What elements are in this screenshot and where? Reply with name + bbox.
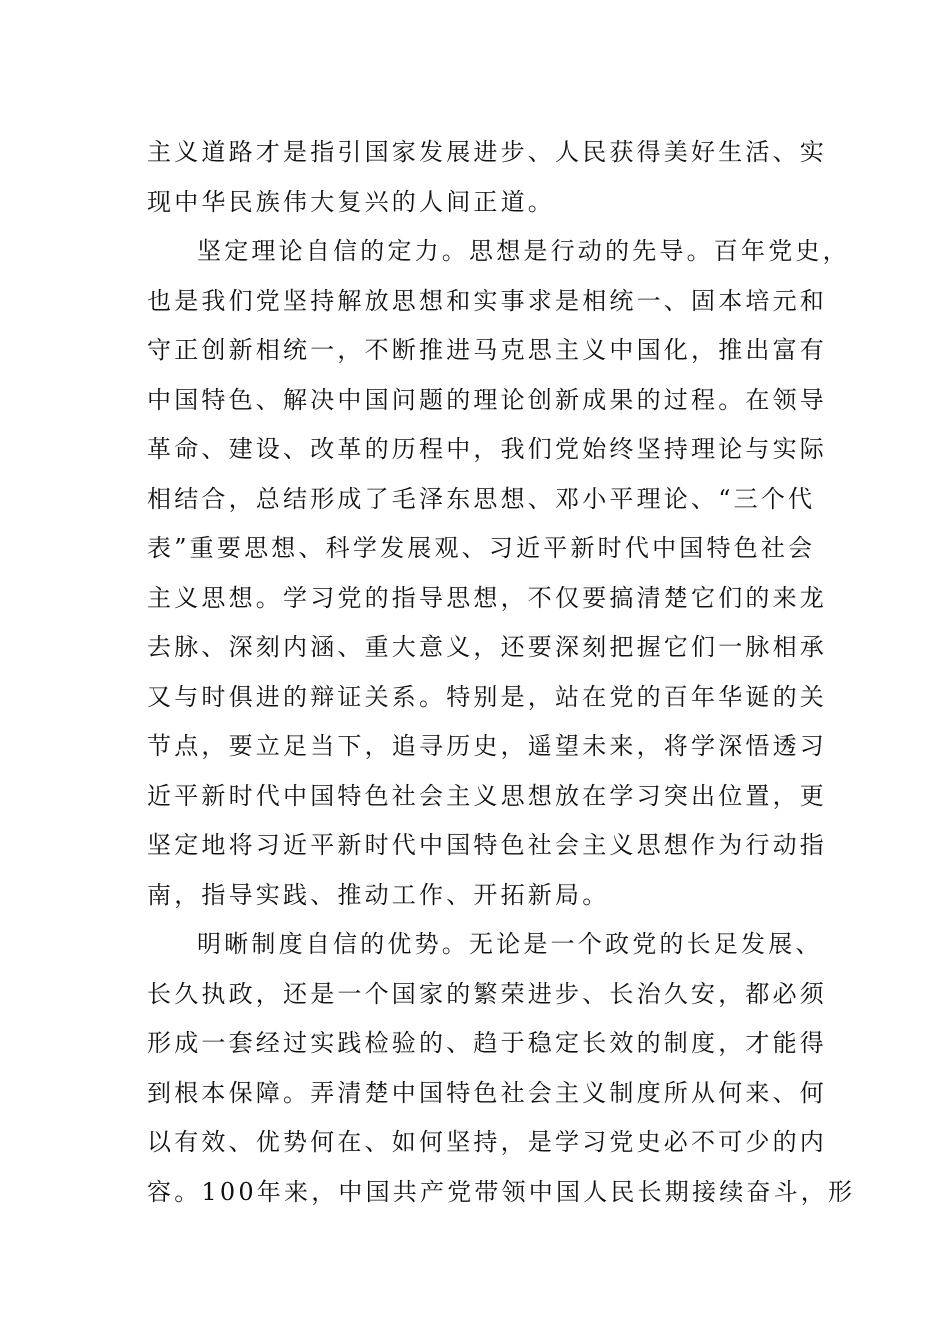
text-line: 主义思想。学习党的指导思想，不仅要搞清楚它们的来龙	[147, 583, 827, 612]
text-line: 明晰制度自信的优势。无论是一个政党的长足发展、	[197, 930, 823, 958]
text-line: 坚定地将习近平新时代中国特色社会主义思想作为行动指	[147, 831, 827, 859]
text-line: 也是我们党坚持解放思想和实事求是相统一、固本培元和	[147, 286, 827, 315]
text-line: 守正创新相统一，不断推进马克思主义中国化，推出富有	[147, 336, 827, 364]
document-body	[147, 128, 856, 1217]
text-line: 节点，要立足当下，追寻历史，遥望未来，将学深悟透习	[147, 732, 827, 760]
text-line: 形成一套经过实践检验的、趋于稳定长效的制度，才能得	[147, 1029, 827, 1057]
text-line: 长久执政，还是一个国家的繁荣进步、长治久安，都必须	[147, 979, 827, 1008]
text-line: 南，指导实践、推动工作、开拓新局。	[147, 880, 610, 909]
text-line: 现中华民族伟大复兴的人间正道。	[147, 187, 555, 216]
paragraph	[147, 920, 856, 1217]
text-line: 革命、建设、改革的历程中，我们党始终坚持理论与实际	[147, 435, 827, 463]
text-line: 主义道路才是指引国家发展进步、人民获得美好生活、实	[147, 138, 827, 166]
text-line: 容。100年来，中国共产党带领中国人民长期接续奋斗，形	[147, 1177, 856, 1206]
text-line: 相结合，总结形成了毛泽东思想、邓小平理论、“三个代	[147, 484, 816, 513]
text-line: 又与时俱进的辩证关系。特别是，站在党的百年华诞的关	[147, 682, 827, 711]
paragraph	[147, 227, 850, 920]
text-line: 中国特色、解决中国问题的理论创新成果的过程。在领导	[147, 385, 827, 414]
text-line: 到根本保障。弄清楚中国特色社会主义制度所从何来、何	[147, 1078, 827, 1107]
text-line: 以有效、优势何在、如何坚持，是学习党史必不可少的内	[147, 1128, 827, 1156]
text-line: 去脉、深刻内涵、重大意义，还要深刻把握它们一脉相承	[147, 633, 827, 661]
paragraph	[147, 128, 827, 227]
text-line: 表”重要思想、科学发展观、习近平新时代中国特色社会	[147, 534, 816, 562]
text-line: 坚定理论自信的定力。思想是行动的先导。百年党史，	[197, 237, 850, 265]
text-line: 近平新时代中国特色社会主义思想放在学习突出位置，更	[147, 781, 827, 810]
